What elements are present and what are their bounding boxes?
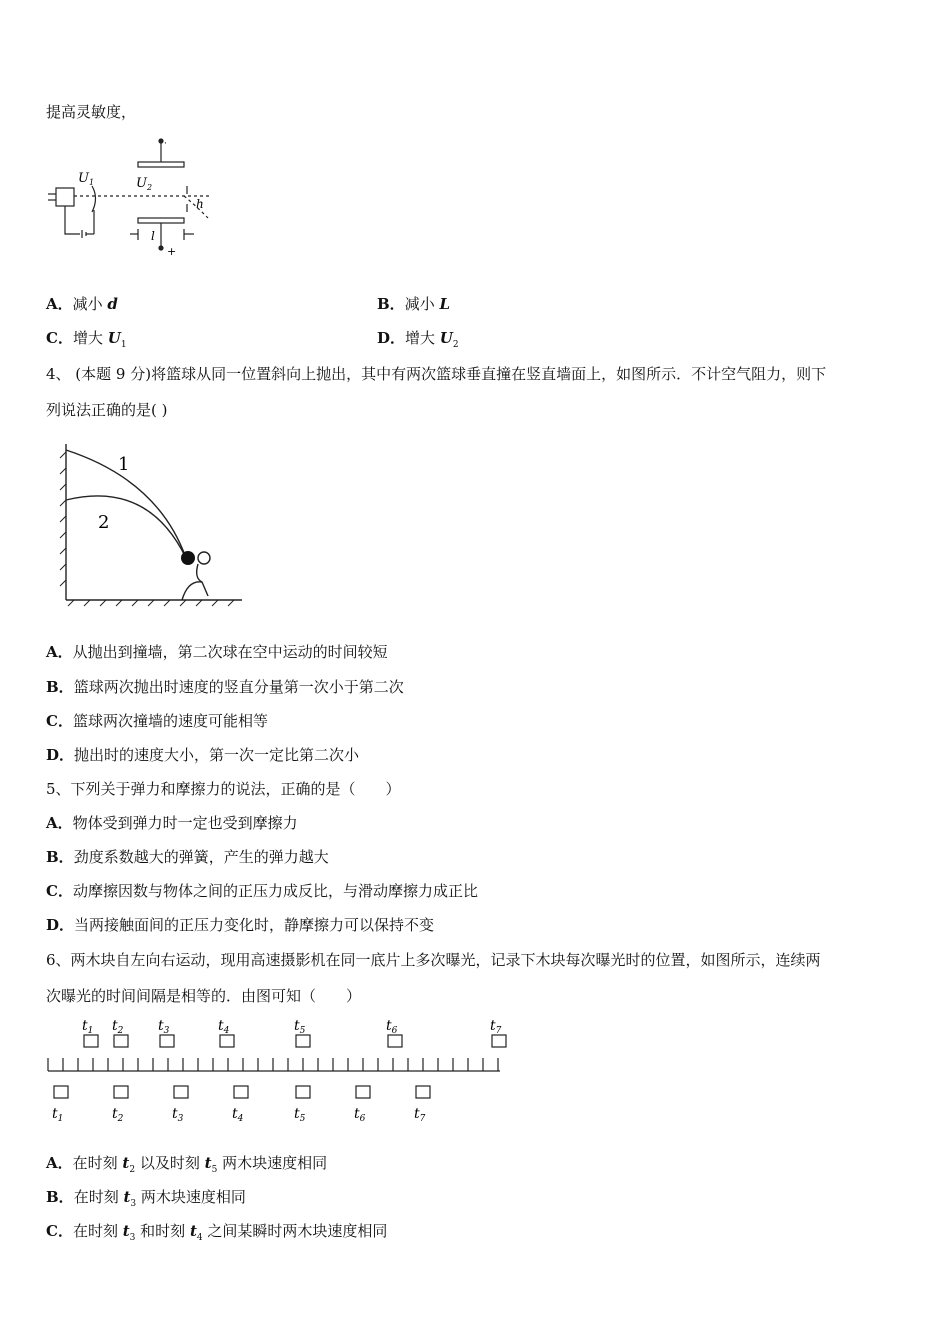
q5-option-b: B．劲度系数越大的弹簧，产生的弹力越大 [46, 848, 329, 866]
bottom-time-label: $t_1$ [52, 1106, 64, 1124]
top-block [114, 1035, 128, 1047]
deflection-apparatus-figure [44, 134, 224, 260]
l-label: l [151, 229, 155, 243]
top-time-label: $t_2$ [112, 1018, 124, 1036]
top-time-label: $t_6$ [386, 1018, 398, 1036]
q5-option-c: C．动摩擦因数与物体之间的正压力成反比，与滑动摩擦力成正比 [46, 882, 478, 900]
q6-stem-line1: 6、两木块自左向右运动，现用高速摄影机在同一底片上多次曝光，记录下木块每次曝光时的位置，如图所示，连续两 [46, 951, 821, 969]
q3-option-d: D．增大 $U_2$ [377, 329, 459, 350]
q6-option-b: B．在时刻 $t_3$ 两木块速度相同 [46, 1188, 246, 1209]
q4-option-b: B．篮球两次抛出时速度的竖直分量第一次小于第二次 [46, 678, 404, 696]
bottom-time-label: $t_4$ [232, 1106, 244, 1124]
bottom-block [114, 1086, 128, 1098]
curve-1-label: 1 [118, 454, 130, 475]
q4-stem-line1: 4、 (本题 9 分)将篮球从同一位置斜向上抛出，其中有两次篮球垂直撞在竖直墙面上，如图所示．不计空气阻力，则下 [46, 365, 827, 383]
top-time-label: $t_4$ [218, 1018, 230, 1036]
q6-stem-line2: 次曝光的时间间隔是相等的．由图可知（ ） [46, 987, 362, 1005]
u1-label: $U_1$ [78, 171, 95, 187]
u2-label: $U_2$ [136, 176, 153, 192]
curve-2-label: 2 [98, 512, 110, 533]
q6-option-a: A．在时刻 $t_2$ 以及时刻 $t_5$ 两木块速度相同 [46, 1154, 328, 1175]
top-time-label: $t_1$ [82, 1018, 94, 1036]
bottom-time-label: $t_6$ [354, 1106, 366, 1124]
top-block [160, 1035, 174, 1047]
top-block [388, 1035, 402, 1047]
q5-option-d: D．当两接触面间的正压力变化时，静摩擦力可以保持不变 [46, 916, 435, 934]
q3-option-b: B．减小 L [377, 295, 451, 313]
top-time-label: $t_5$ [294, 1018, 306, 1036]
top-block [492, 1035, 506, 1047]
bottom-block [416, 1086, 430, 1098]
q5-option-a: A．物体受到弹力时一定也受到摩擦力 [46, 814, 298, 832]
q3-option-c: C．增大 $U_1$ [46, 329, 127, 350]
q4-stem-line2: 列说法正确的是( ) [46, 401, 168, 419]
bottom-time-label: $t_2$ [112, 1106, 124, 1124]
q6-option-c: C．在时刻 $t_3$ 和时刻 $t_4$ 之间某瞬时两木块速度相同 [46, 1222, 388, 1243]
bottom-time-label: $t_5$ [294, 1106, 306, 1124]
basketball-figure [58, 440, 248, 610]
intro-text: 提高灵敏度， [46, 103, 137, 121]
q3-option-a: A．减小 d [46, 295, 118, 313]
q5-stem: 5、下列关于弹力和摩擦力的说法，正确的是（ ） [46, 780, 401, 798]
dot-label: · [164, 139, 167, 149]
plus-label: + [167, 245, 177, 258]
exposure-figure [44, 1014, 514, 1126]
top-time-label: $t_3$ [158, 1018, 170, 1036]
bottom-block [54, 1086, 68, 1098]
top-time-label: $t_7$ [490, 1018, 502, 1036]
q4-option-c: C．篮球两次撞墙的速度可能相等 [46, 712, 268, 730]
bottom-time-label: $t_3$ [172, 1106, 184, 1124]
basketball-icon [181, 551, 195, 565]
bottom-block [296, 1086, 310, 1098]
q4-option-a: A．从抛出到撞墙，第二次球在空中运动的时间较短 [46, 643, 388, 661]
bottom-block [234, 1086, 248, 1098]
h-label: h [196, 197, 204, 211]
bottom-block [174, 1086, 188, 1098]
top-block [84, 1035, 98, 1047]
q4-option-d: D．抛出时的速度大小，第一次一定比第二次小 [46, 746, 360, 764]
bottom-block [356, 1086, 370, 1098]
top-block [296, 1035, 310, 1047]
top-block [220, 1035, 234, 1047]
bottom-time-label: $t_7$ [414, 1106, 426, 1124]
